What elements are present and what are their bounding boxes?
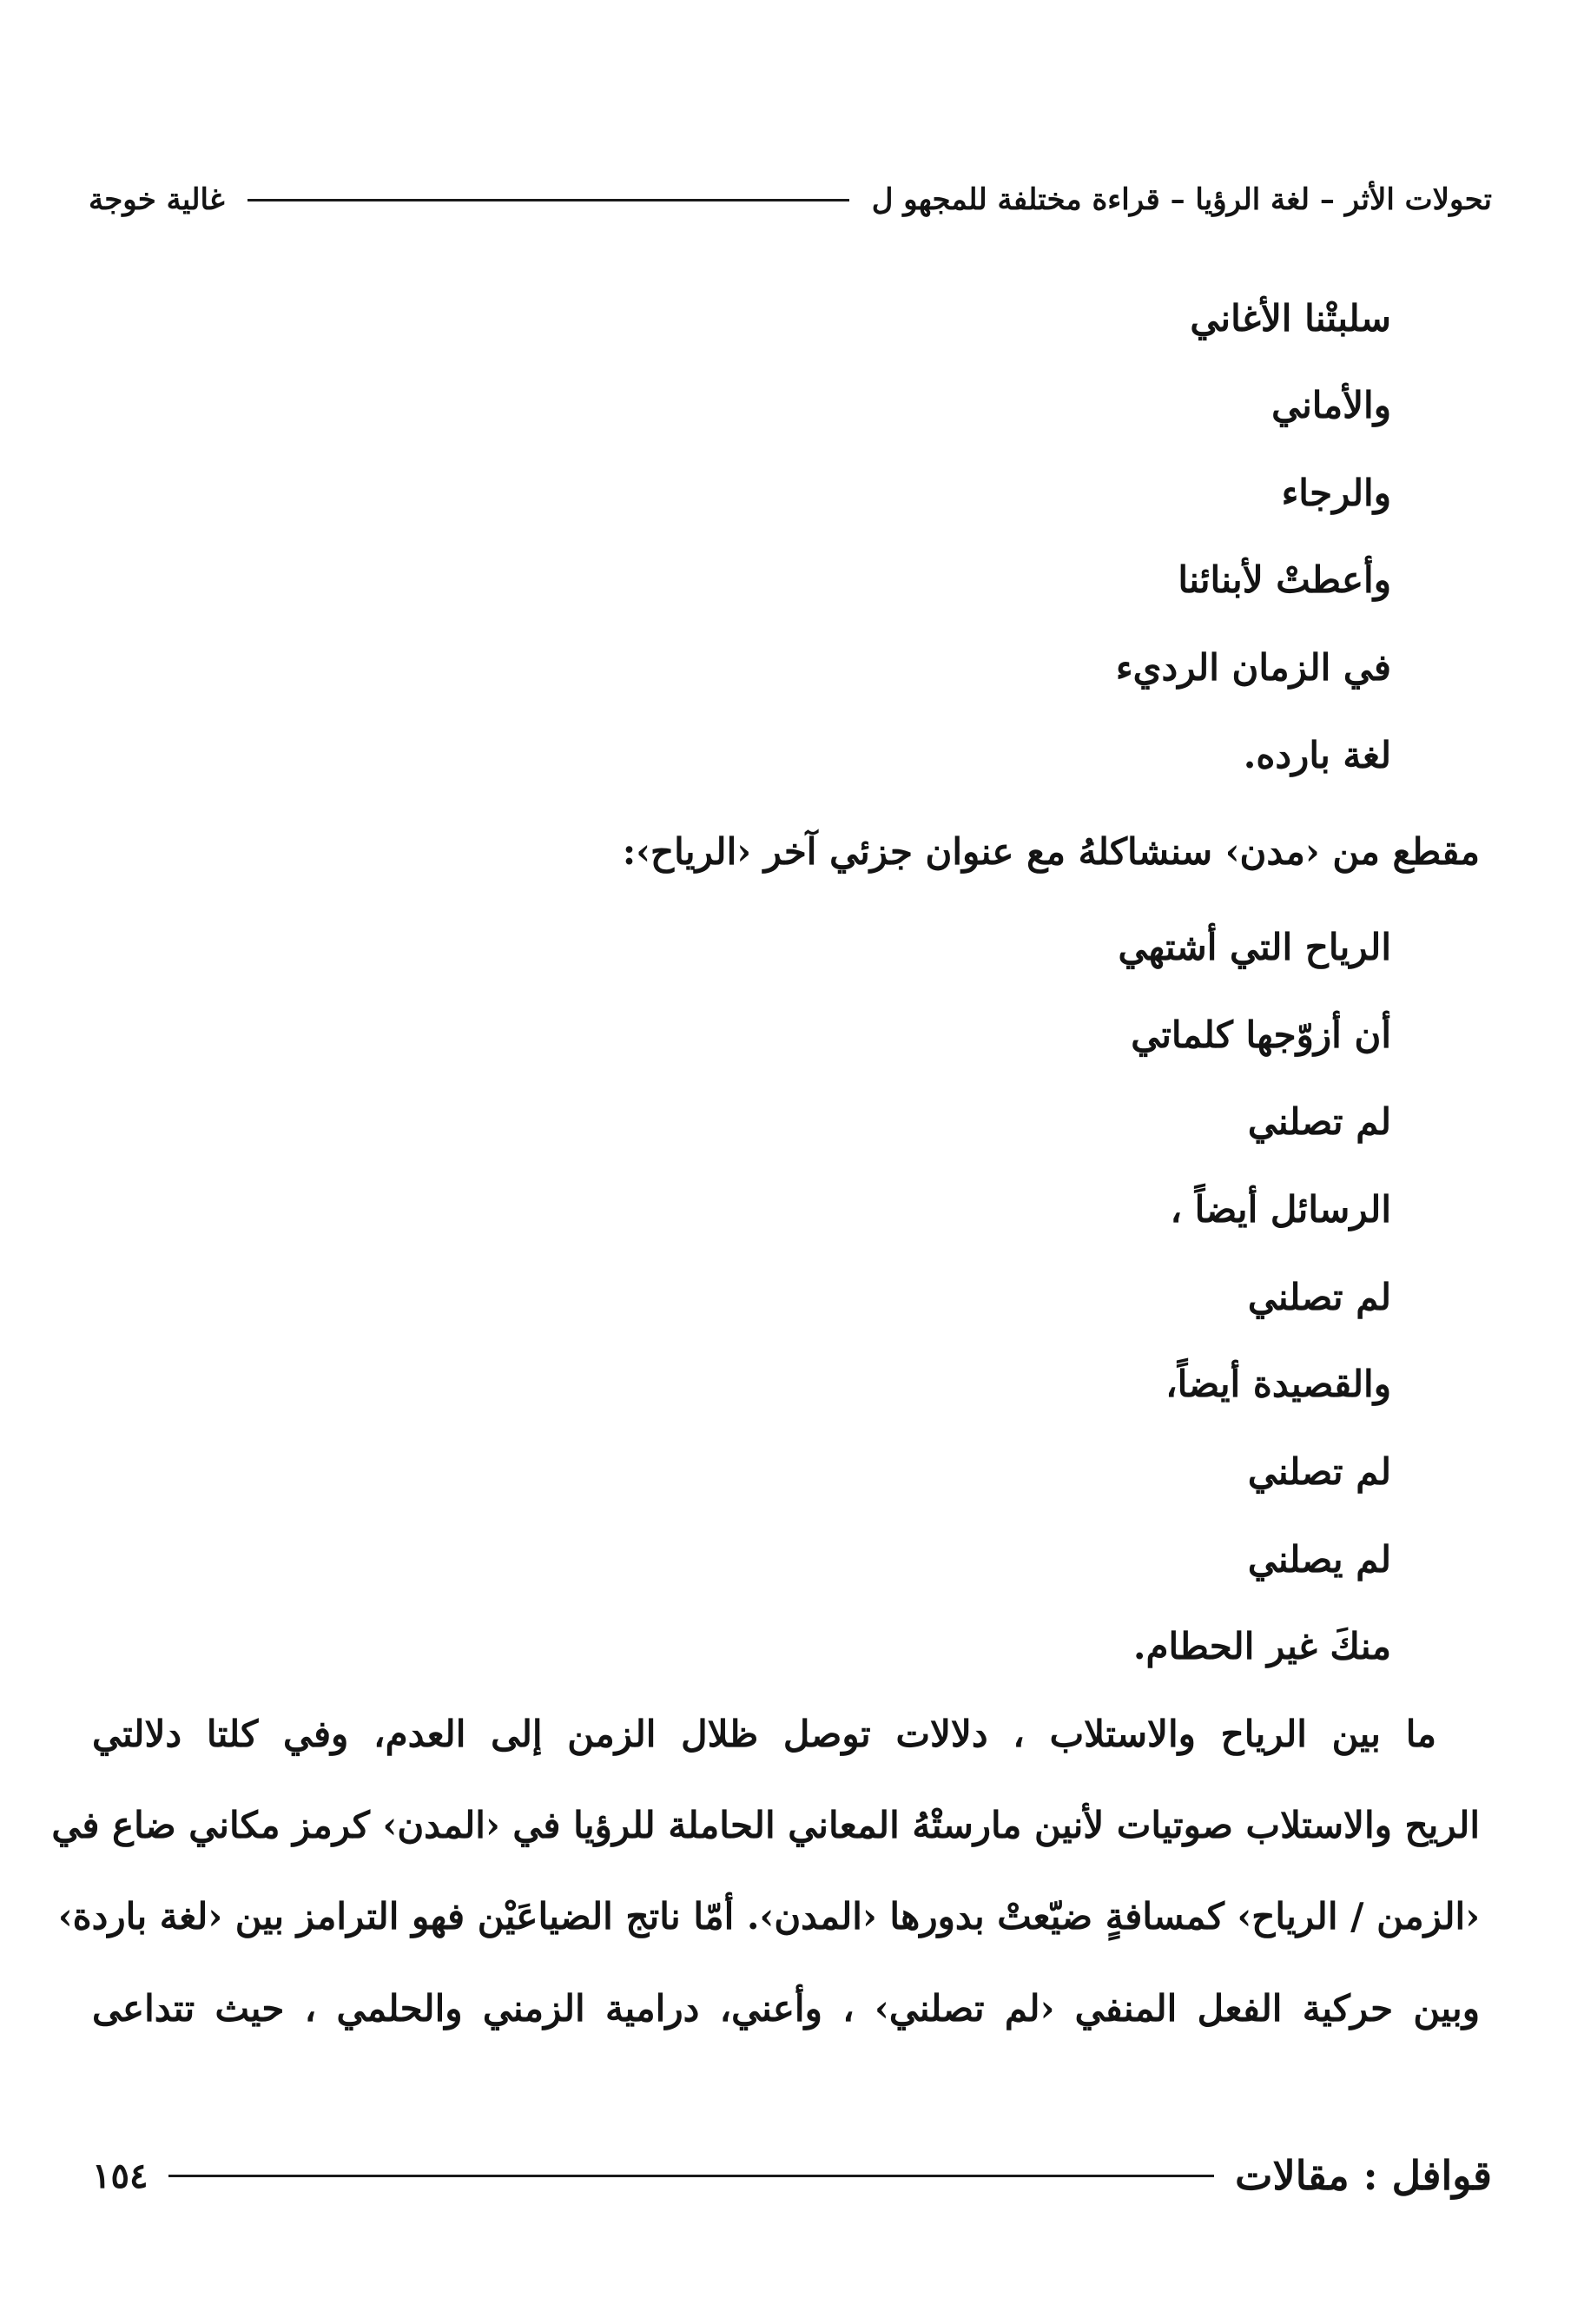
- header-title: تحولات الأثر – لغة الرؤيا – قراءة مختلفة للمجهو ل: [871, 182, 1492, 217]
- poem-line: وأعطتْ لأبنائنا: [1178, 558, 1391, 601]
- footer-journal: قوافل : مقالات: [1235, 2152, 1492, 2199]
- poem-line: والرجاء: [1281, 472, 1391, 514]
- page-number: ١٥٤: [92, 2155, 148, 2196]
- poem-line: لم يصلني: [1247, 1538, 1391, 1581]
- running-header: [89, 174, 1492, 226]
- poem-line: الرياح التي أشتهي: [1118, 926, 1391, 968]
- poem-line: في الزمان الرديء: [1115, 646, 1391, 689]
- paragraph-line: وبين حركية الفعل المنفي ‹لم تصلني› ، وأعني، درامية الزمني والحلمي ، حيث تتداعى: [92, 1987, 1480, 2030]
- poem-line: لم تصلني: [1247, 1276, 1391, 1318]
- poem-line: لم تصلني: [1247, 1100, 1391, 1143]
- paragraph-line: ما بين الرياح والاستلاب ، دلالات توصل ظلال الزمن إلى العدم، وفي كلتا دلالتي: [92, 1713, 1437, 1755]
- footer-rule: [168, 2175, 1214, 2177]
- poem-line: الرسائل أيضاً ،: [1170, 1188, 1391, 1231]
- poem-line: سلبتْنا الأغاني: [1190, 297, 1391, 340]
- page-footer: [92, 2145, 1492, 2206]
- poem-line: لم تصلني: [1247, 1450, 1391, 1493]
- poem-line: والقصيدة أيضاً،: [1165, 1363, 1391, 1405]
- header-author: غالية خوجة: [89, 182, 225, 217]
- header-rule: [248, 199, 849, 201]
- poem-line: منكَ غير الحطام.: [1132, 1625, 1391, 1667]
- poem-line: والأماني: [1271, 384, 1391, 426]
- paragraph-line: الريح والاستلاب صوتيات لأنين مارستْهُ المعاني الحاملة للرؤيا في ‹المدن› كرمز مكاني ضاع في: [51, 1804, 1480, 1846]
- poem-line: أن أزوّجها كلماتي: [1131, 1013, 1391, 1056]
- intro-line: مقطع من ‹مدن› سنشاكلهُ مع عنوان جزئي آخر ‹الرياح›:: [622, 830, 1480, 873]
- paragraph-line: ‹الزمن / الرياح› كمسافةٍ ضيّعتْ بدورها ‹المدن›. أمّا ناتج الضياعَيْن فهو الترامز بين ‹لغة باردة›: [57, 1895, 1480, 1938]
- poem-line: لغة بارده.: [1243, 734, 1391, 776]
